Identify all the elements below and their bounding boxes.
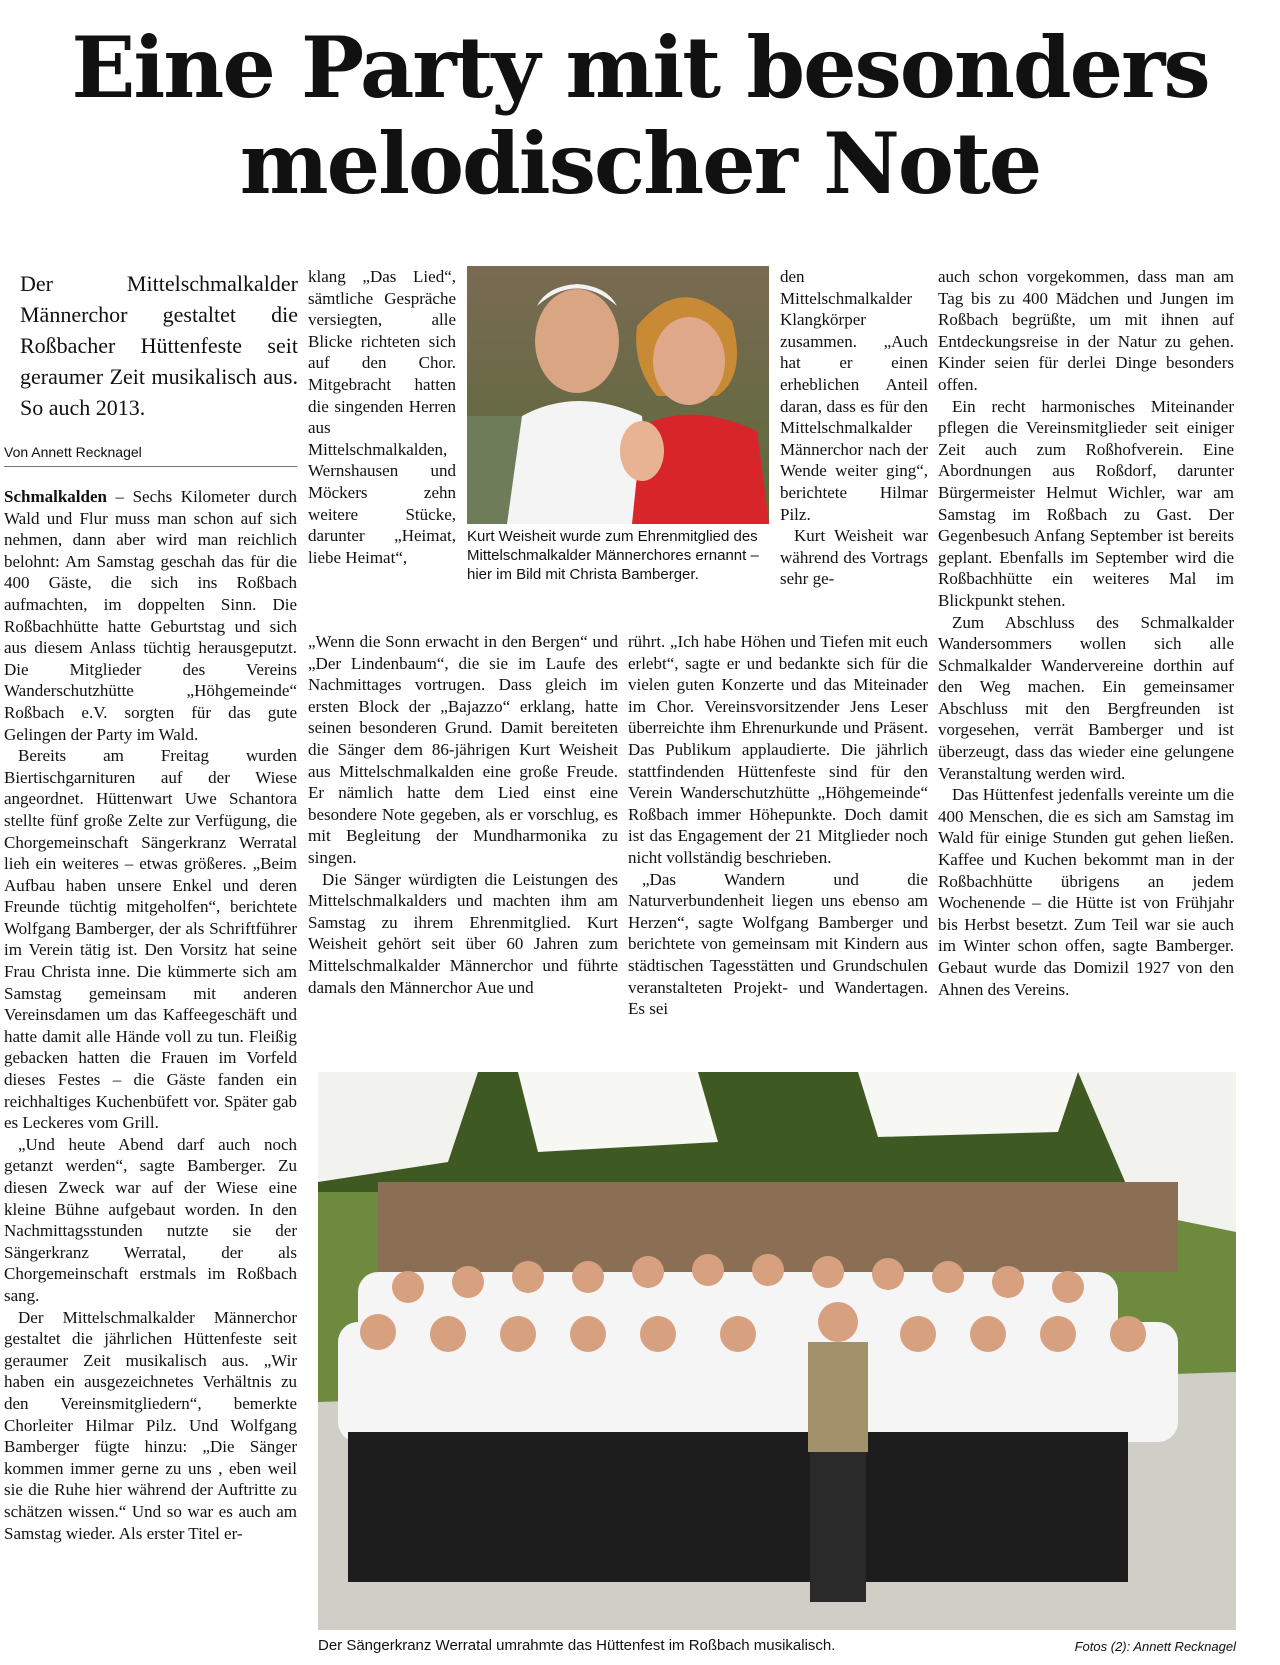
paragraph: Die Sänger würdigten die Leistungen des Mittelschmalkalders und machten ihm am Samstag zu ihrem Ehrenmitglied. Kurt Weisheit gehört seit über 60 Jahren zum Mittelschmalkalder Männerchor und führte damals den Männerchor Aue und [308,869,618,997]
photo-illustration [318,1072,1236,1630]
column-3-top [780,266,928,628]
paragraph: auch schon vorgekommen, dass man am Tag bis zu 400 Mädchen und Jungen im Roßbach begrüßte, um mit ihnen auf Entdeckungsreise in der Natur zu gehen. Kinder seien für derlei Dinge besonders offen. [938,267,1234,394]
headline [0,20,1280,212]
dateline: Schmalkalden [4,487,107,506]
paragraph: Der Mittelschmalkalder Männerchor gestaltet die jährlichen Hüttenfeste seit geraumer Zeit musikalisch aus. „Wir haben ein ausgezeichnetes Verhältnis zu den Vereinsmitgliedern“, bemerkte Chorleiter Hilmar Pilz. Und Wolfgang Bamberger fügte hinzu: „Die Sänger kommen immer gerne zu uns , eben weil sie die Ruhe hier während der Auftritte zu schätzen wissen.“ Und so war es auch am Samstag wieder. Als erster Titel er- [4,1307,297,1543]
paragraph: „Und heute Abend darf auch noch getanzt werden“, sagte Bamberger. Zu diesen Zweck war auf der Wiese eine kleine Bühne aufgebaut worden. In den Nachmittagsstunden nutzte sie der Sängerkranz Werratal, der als Chorgemeinschaft erstmals im Roßbach sang. [4,1134,297,1305]
paragraph-text: – Sechs Kilometer durch Wald und Flur muss man schon auf sich nehmen, dann aber wird man reichlich belohnt: Am Samstag geschah das für die 400 Gäste, die sich ins Roßbach aufmachten, im doppelten Sinn. Die Roßbachhütte hatte Geburtstag und sich aus diesem Anlass tüchtig herausgeputzt. Die Mitglieder des Vereins Wanderschutzhütte „Höhgemeinde“ Roßbach e.V. sorgten für das gute Gelingen der Party im Wald. [4,487,297,744]
paragraph: Bereits am Freitag wurden Biertischgarnituren auf der Wiese angeordnet. Hüttenwart Uwe Schantora stellte fünf große Zelte zur Verfügung, die Chorgemeinschaft Sängerkranz Werratal lieh ein weiteres – etwas größeres. „Beim Aufbau haben unsere Enkel und deren Freunde tüchtig mitgeholfen“, berichtete Wolfgang Bamberger, der als Schriftführer im Verein tätig ist. Den Vorsitz hat seine Frau Christa inne. Die kümmerte sich am Samstag gemeinsam mit anderen Vereinsdamen um das Kaffeegeschäft und hatte damit alle Hände voll zu tun. Fleißig gebacken hatten die Frauen im Vorfeld dieses Festes – die Gäste fanden ein reichhaltiges Kuchenbüfett vor. Später gab es Leckeres vom Grill. [4,746,297,1133]
paragraph: Das Hüttenfest jedenfalls vereinte um die 400 Menschen, die es sich am Samstag im Wald für einige Stunden gut gehen ließen. Kaffee und Kuchen bekommt man in der Roßbachhütte übrigens an jedem Wochenende – die Hütte ist von Frühjahr bis Herbst besetzt. Zum Teil war sie auch im Winter schon offen, sagte Bamberger. Gebaut wurde das Domizil 1927 von den Ahnen des Vereins. [938,785,1234,999]
column-4 [938,266,1234,1061]
column-3-lower [628,631,928,1061]
column-2-lower [308,631,618,1061]
column-2-top [308,266,456,628]
paragraph: Zum Abschluss des Schmalkalder Wandersommers wollen sich alle Schmalkalder Wandervereine dorthin auf den Weg machen. Ein gemeinsamer Abschluss mit den Bergfreunden ist vorgesehen, verrät Bamberger und ist überzeugt, dass das wieder eine gelungene Veranstaltung werden wird. [938,612,1234,783]
photo-credit: Fotos (2): Annett Recknagel [1074,1639,1236,1654]
paragraph: Kurt Weisheit war während des Vortrags sehr ge- [780,526,928,589]
photo-caption-bottom: Der Sängerkranz Werratal umrahmte das Hüttenfest im Roßbach musikalisch. [318,1637,836,1654]
photo-kurt-weisheit [467,266,769,524]
paragraph: „Das Wandern und die Naturverbundenheit liegen uns ebenso am Herzen“, sagte Wolfgang Bamberger und berichtete von gemeinsam mit Kindern aus städtischen Tagesstätten und Grundschulen veranstalteten Projekt- und Wandertagen. Es sei [628,869,928,1019]
paragraph: den Mittelschmalkalder Klangkörper zusammen. „Auch hat er einen erheblichen Anteil daran, dass es für den Mittelschmalkalder Männerchor nach der Wende weiter ging“, berichtete Hilmar Pilz. [780,267,928,524]
paragraph: klang „Das Lied“, sämtliche Gespräche versiegten, alle Blicke richteten sich auf den Chor. Mitgebracht hatten die singenden Herren aus Mittelschmalkalden, Wernshausen und Möckers zehn weitere Stücke, darunter „Heimat, liebe Heimat“, [308,267,456,567]
headline-line-1: Eine Party mit besonders [71,18,1209,117]
paragraph: „Wenn die Sonn erwacht in den Bergen“ und „Der Lindenbaum“, die sie im Laufe des Nachmittages vortrugen. Dass gleich im ersten Block der „Bajazzo“ erklang, hatte seinen besonderen Grund. Damit bereiteten die Sänger dem 86-jährigen Kurt Weisheit aus Mittelschmalkalden eine große Freude. Er nämlich hatte dem Lied einst eine besondere Note gegeben, als er vorschlug, es mit Begleitung der Mundharmonika zu singen. [308,632,618,867]
byline: Von Annett Recknagel [4,444,297,467]
photo-caption-top: Kurt Weisheit wurde zum Ehrenmitglied des Mittelschmalkalder Männerchores ernannt – hier im Bild mit Christa Bamberger. [467,528,759,583]
lead-text: Der Mittelschmalkalder Männerchor gestaltet die Roßbacher Hüttenfeste seit geraumer Zeit musikalisch aus. So auch 2013. [20,271,298,420]
headline-line-2: melodischer Note [239,114,1041,213]
column-1 [4,486,297,1660]
paragraph: rührt. „Ich habe Höhen und Tiefen mit euch erlebt“, sagte er und bedankte sich für die vielen guten Konzerte und das Miteinader im Chor. Vereinsvorsitzender Jens Leser überreichte ihm Ehrenurkunde und Präsent. Das Publikum applaudierte. Die jährlich stattfindenden Hüttenfeste sind für den Verein Wanderschutzhütte „Höhgemeinde“ Roßbach immer Höhepunkte. Doch damit ist das Engagement der 21 Mitglieder noch nicht vollständig beschrieben. [628,632,928,867]
paragraph [4,486,297,745]
photo-illustration [467,266,769,524]
photo-saengerkranz-werratal [318,1072,1236,1630]
paragraph: Ein recht harmonisches Miteinander pflegen die Vereinsmitglieder seit einiger Zeit auch zum Roßhofverein. Eine Abordnungen aus Roßdorf, darunter Bürgermeister Helmut Wichler, war am Samstag im Roßbach zu Gast. Der Gegenbesuch Anfang September ist bereits geplant. Ebenfalls im September wird die Roßbachhütte ein weiteres Mal im Blickpunkt stehen. [938,396,1234,610]
